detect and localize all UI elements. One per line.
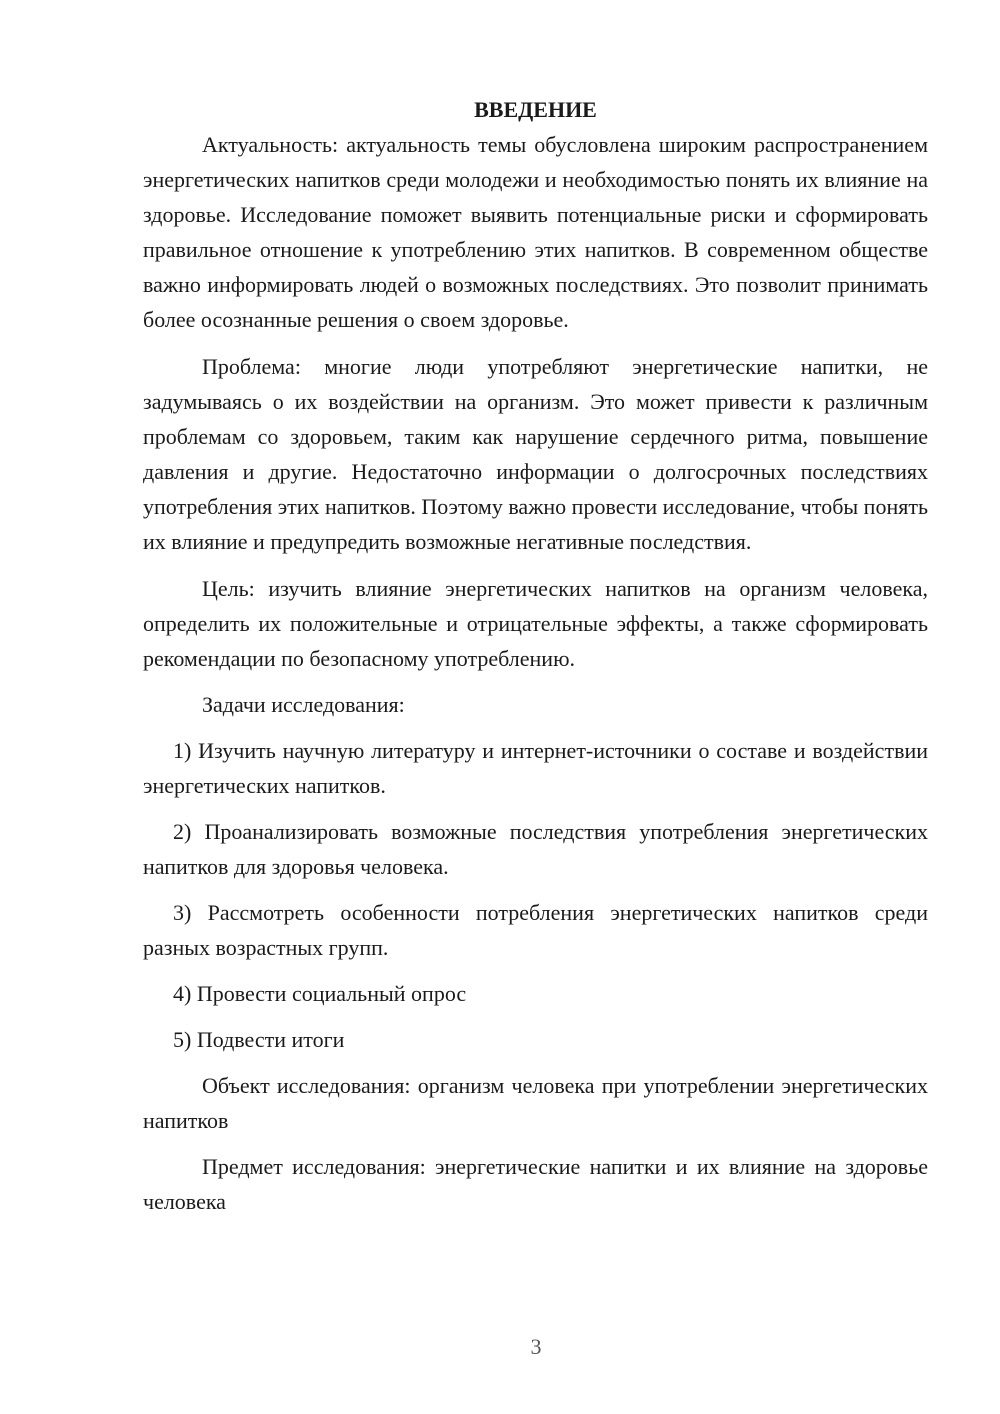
subject-paragraph: Предмет исследования: энергетические напитки и их влияние на здоровье человека xyxy=(143,1154,928,1214)
page-title: ВВЕДЕНИЕ xyxy=(474,97,597,122)
task-item-4: 4) Провести социальный опрос xyxy=(173,981,467,1006)
goal-paragraph: Цель: изучить влияние энергетических напитков на организм человека, определить их положительные и отрицательные эффекты, а также сформировать рекомендации по безопасному употреблению. xyxy=(143,576,928,671)
page-number: 3 xyxy=(530,1334,542,1359)
tasks-heading: Задачи исследования: xyxy=(202,692,405,717)
task-item-5: 5) Подвести итоги xyxy=(173,1027,345,1052)
task-item-3: 3) Рассмотреть особенности потребления энергетических напитков среди разных возрастных групп. xyxy=(143,900,928,960)
document-page xyxy=(143,92,928,1219)
object-paragraph: Объект исследования: организм человека при употреблении энергетических напитков xyxy=(143,1073,928,1133)
relevance-paragraph: Актуальность: актуальность темы обусловлена широким распространением энергетических напитков среди молодежи и необходимостью понять их влияние на здоровье. Исследование поможет выявить потенциальные риски и сформировать правильное отношение к употреблению этих напитков. В современном обществе важно информировать людей о возможных последствиях. Это позволит принимать более осознанные решения о своем здоровье. xyxy=(143,132,928,332)
task-item-1: 1) Изучить научную литературу и интернет-источники о составе и воздействии энергетических напитков. xyxy=(143,738,928,798)
task-item-2: 2) Проанализировать возможные последствия употребления энергетических напитков для здоровья человека. xyxy=(143,819,928,879)
problem-paragraph: Проблема: многие люди употребляют энергетические напитки, не задумываясь о их воздействии на организм. Это может привести к различным проблемам со здоровьем, таким как нарушение сердечного ритма, повышение давления и другие. Недостаточно информации о долгосрочных последствиях употребления этих напитков. Поэтому важно провести исследование, чтобы понять их влияние и предупредить возможные негативные последствия. xyxy=(143,354,928,554)
